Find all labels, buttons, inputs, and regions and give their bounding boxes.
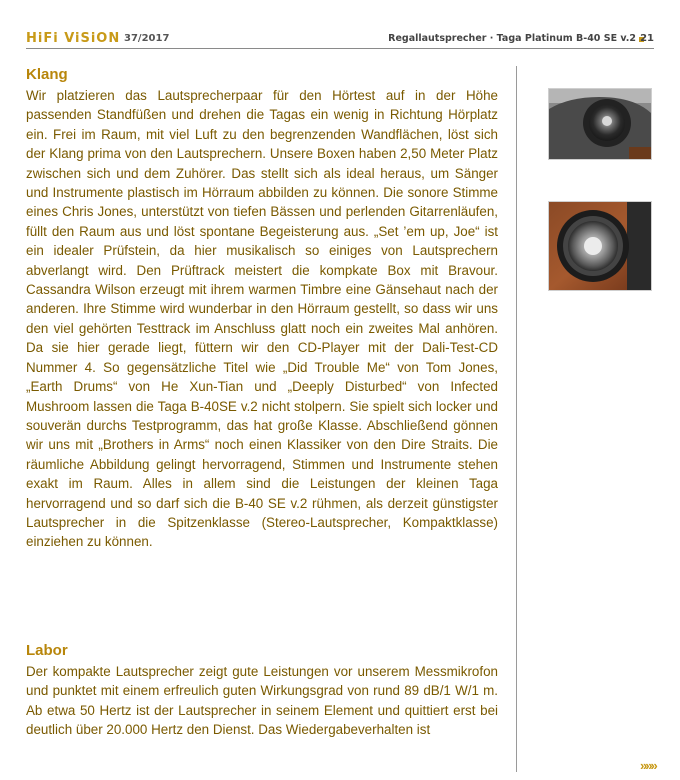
running-title: Regallautsprecher · Taga Platinum B-40 SE v.2	[388, 33, 636, 44]
tweeter-photo	[548, 88, 652, 160]
section-text-klang: Wir platzieren das Lautsprecherpaar für den Hörtest auf in der Höhe passenden Standfüßen und drehen die Tagas ein wenig in Richtung Hörplatz ein. Frei im Raum, mit viel Luft zu den begrenzenden Wandflächen, löst sich der Klang prima von den Lautsprechern. Unsere Boxen haben 2,50 Meter Platz zwischen sich und dem Zuhörer. Das stellt sich als ideal heraus, um Sänger und Instrumente plastisch im Hörraum abbilden zu können. Die sonore Stimme eines Chris Jones, unterstützt von tiefen Bässen und perlenden Gitarrenläufen, füllt den Raum aus und löst spontane Begeisterung aus. „Set ’em up, Joe“ ist ein idealer Prüfstein, da hier musikalisch so einiges von Lautsprechern abverlangt wird. Den Prüftrack meistert die kompkate Box mit Bravour. Cassandra Wilson erzeugt mit ihrem warmen Timbre eine Gänsehaut nach der anderen. Ihre Stimme wird wunderbar in den Hörraum gestellt, so dass wir uns den viel gehörten Testtrack im Anschluss glatt noch ein zweites Mal anhören. Da sie hier gerade liegt, füttern wir den CD-Player mit der Dali-Test-CD Nummer 4. So gegensätzliche Titel wie „Did Trouble Me“ von Tom Jones, „Earth Drums“ von He Xun-Tian und „Deeply Disturbed“ von Infected Mushroom lassen die Taga B-40SE v.2 nicht stolpern. Sie spielt sich locker und souverän durchs Testprogramm, das hat große Klasse. Abschließend gönnen wir uns mit „Brothers in Arms“ noch einen Klassiker von den Dire Straits. Die räumliche Abbildung gelingt hervorragend, Stimmen und Instrumente stehen exakt im Raum. Alles in allem sind die Leistungen der kleinen Taga hervorragend und so darf sich die B-40 SE v.2 rühmen, als derzeit günstigster Lautsprecher in die Spitzenklasse (Stereo-Lautsprecher, Kompaktklasse) einziehen zu können.	[26, 88, 498, 550]
section-text-labor: Der kompakte Lautsprecher zeigt gute Leistungen vor unserem Messmikrofon und punktet mit einem erfreulich guten Wirkungsgrad von rund 89 dB/1 W/1 m. Ab etwa 50 Hertz ist der Lautsprecher in seinem Element und quittiert erst bei deutlich über 20.000 Hertz den Dienst. Das Wiedergabeverhalten ist	[26, 664, 498, 738]
magazine-logo: HiFi ViSiON	[26, 31, 121, 46]
next-page-arrows: »»»	[640, 758, 656, 773]
page-header	[26, 32, 654, 49]
section-title-labor: Labor	[26, 642, 68, 659]
section-title-klang: Klang	[26, 66, 68, 83]
column-divider	[516, 66, 517, 772]
issue-number: 37/2017	[124, 33, 170, 44]
page-number: 21	[640, 33, 654, 44]
woofer-photo	[548, 201, 652, 291]
